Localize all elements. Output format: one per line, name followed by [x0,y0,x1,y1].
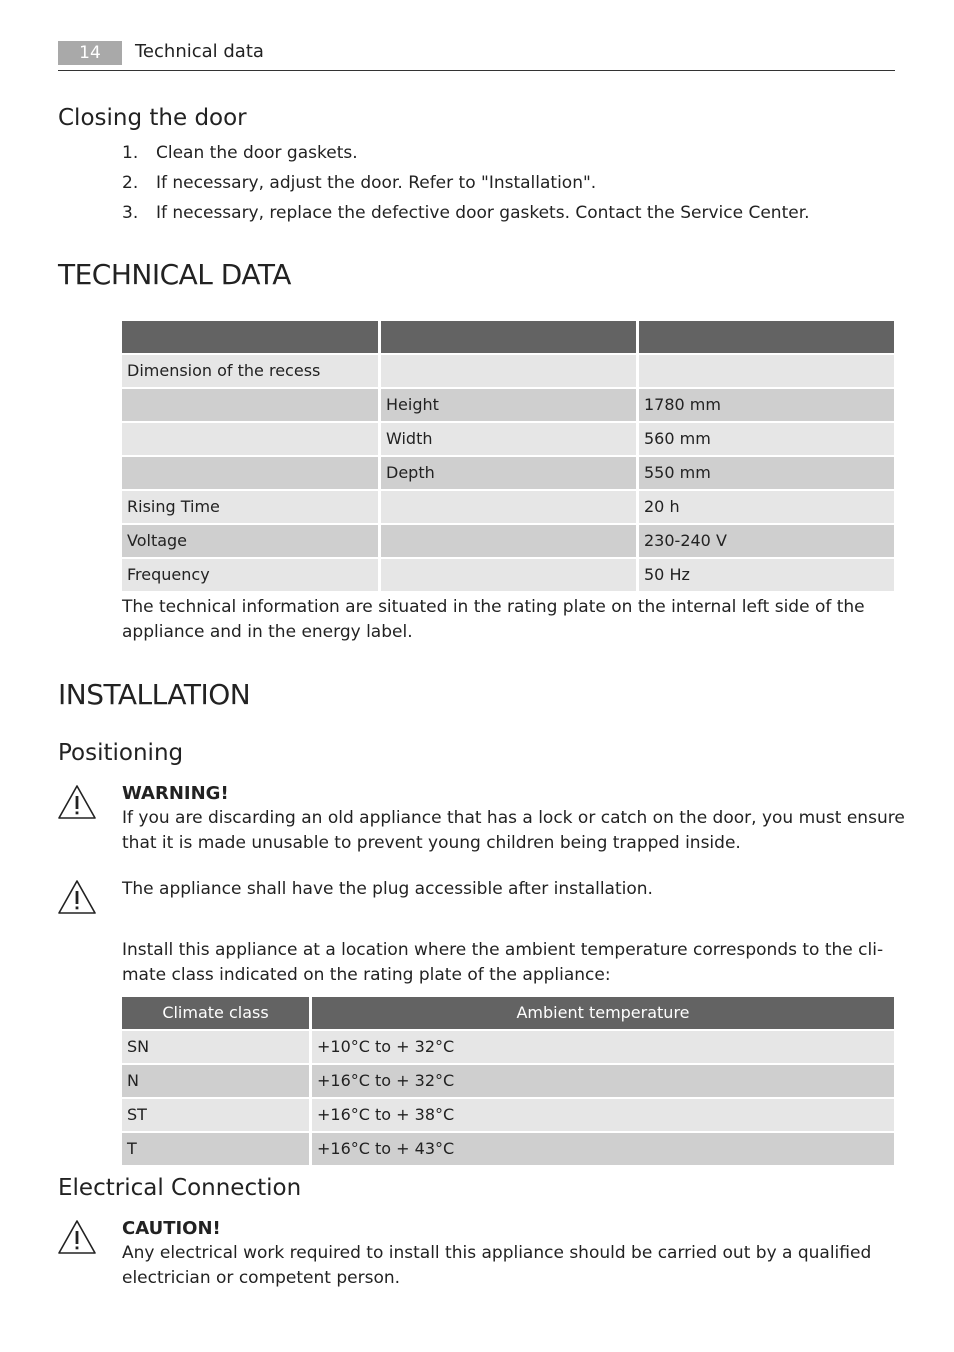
climate-header-row [122,997,894,1029]
table-row [122,423,894,455]
table-cell [381,525,636,557]
list-number: 3. [122,203,139,223]
table-row [122,1133,894,1165]
list-text: Clean the door gaskets. [156,143,358,163]
list-item [122,141,882,165]
list-number: 1. [122,143,139,163]
table-cell: +16°C to + 43°C [312,1133,894,1165]
table-cell: Height [381,389,636,421]
technical-note-line: appliance and in the energy label. [122,622,413,642]
warning-title: WARNING! [122,783,229,804]
caution-title: CAUTION! [122,1218,221,1239]
caution-block [122,1217,894,1291]
table-row [122,1099,894,1131]
table-header-cell [639,321,894,353]
table-row [122,1065,894,1097]
electrical-connection-heading: Electrical Connection [58,1175,302,1201]
table-cell: +16°C to + 32°C [312,1065,894,1097]
table-cell: 20 h [639,491,894,523]
technical-data-heading: TECHNICAL DATA [58,258,291,291]
table-cell: T [122,1133,309,1165]
page-number: 14 [58,41,122,65]
table-cell: Width [381,423,636,455]
table-header-cell [122,321,378,353]
table-cell: Rising Time [122,491,378,523]
positioning-heading: Positioning [58,740,184,766]
table-cell: ST [122,1099,309,1131]
table-row [122,389,894,421]
closing-door-heading: Closing the door [58,105,247,131]
table-row [122,559,894,591]
table-cell: N [122,1065,309,1097]
warning-icon [57,784,97,820]
caution-text-line: electrician or competent person. [122,1268,401,1288]
warning-text-line: If you are discarding an old appliance that has a lock or catch on the door, you must ensure [122,808,905,828]
table-header-cell [381,321,636,353]
table-row [122,457,894,489]
table-cell: +10°C to + 32°C [312,1031,894,1063]
table-cell [122,389,378,421]
plug-note: The appliance shall have the plug accessible after installation. [122,879,653,899]
climate-header-cell: Ambient temperature [312,997,894,1029]
caution-text-line: Any electrical work required to install this appliance should be carried out by a qualified [122,1243,872,1263]
table-header-row [122,321,894,353]
table-row [122,355,894,387]
list-text: If necessary, replace the defective door gaskets. Contact the Service Center. [156,203,810,223]
table-cell: Dimension of the recess [122,355,378,387]
table-cell: Depth [381,457,636,489]
table-cell [639,355,894,387]
table-cell: 560 mm [639,423,894,455]
table-cell: Frequency [122,559,378,591]
table-row [122,1031,894,1063]
table-cell: SN [122,1031,309,1063]
table-cell: 230-240 V [639,525,894,557]
table-cell: 50 Hz [639,559,894,591]
climate-intro [122,938,894,988]
table-cell: 550 mm [639,457,894,489]
table-cell [381,355,636,387]
table-cell [381,491,636,523]
list-number: 2. [122,173,139,193]
table-cell: +16°C to + 38°C [312,1099,894,1131]
table-cell [122,423,378,455]
list-item [122,171,882,195]
list-text: If necessary, adjust the door. Refer to "Installation". [156,173,597,193]
table-cell: Voltage [122,525,378,557]
climate-intro-line: Install this appliance at a location where the ambient temperature corresponds to the cli- [122,940,884,960]
technical-note [122,595,894,645]
technical-note-line: The technical information are situated in the rating plate on the internal left side of the [122,597,865,617]
table-cell: 1780 mm [639,389,894,421]
caution-icon [57,1219,97,1255]
climate-header-cell: Climate class [122,997,309,1029]
list-item [122,201,882,225]
table-cell [122,457,378,489]
table-cell [381,559,636,591]
warning-text-line: that it is made unusable to prevent young children being trapped inside. [122,833,741,853]
table-row [122,525,894,557]
climate-intro-line: mate class indicated on the rating plate of the appliance: [122,965,611,985]
installation-heading: INSTALLATION [58,678,251,711]
table-row [122,491,894,523]
running-header: Technical data [135,41,264,62]
warning-icon [57,879,97,915]
header-divider [58,70,895,71]
warning-block [122,782,905,856]
